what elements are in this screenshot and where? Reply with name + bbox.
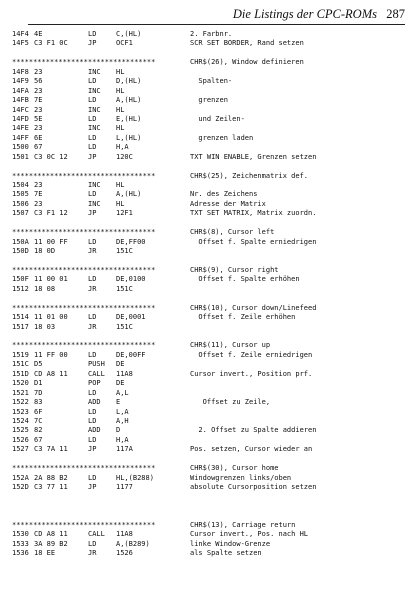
section-title: CHR$(25), Zeichenmatrix def. (190, 171, 309, 180)
opcode-bytes: 82 (34, 426, 43, 435)
operand: 11A8 (116, 530, 133, 539)
operand: H,A (116, 435, 129, 444)
code-line (12, 39, 412, 48)
separator-stars: ********************************** (12, 58, 156, 67)
code-line (12, 181, 412, 190)
address: 1506 (12, 199, 29, 208)
mnemonic: INC (88, 199, 101, 208)
address: 1504 (12, 181, 29, 189)
code-line (12, 115, 412, 124)
code-line (12, 323, 412, 332)
mnemonic: LD (88, 30, 97, 38)
opcode-bytes: 23 (34, 105, 43, 114)
code-line (12, 200, 412, 209)
code-line (12, 530, 412, 539)
mnemonic: ADD (88, 426, 101, 435)
address: 1533 (12, 539, 29, 548)
operand: A,H (116, 416, 129, 425)
section-title: CHR$(26), Window definieren (190, 58, 304, 67)
mnemonic: LD (88, 407, 97, 416)
section-header-line (12, 341, 412, 350)
section-header-line (12, 58, 412, 67)
operand: D (116, 426, 121, 435)
address: 1517 (12, 322, 29, 331)
operand: A,(B289) (116, 539, 150, 548)
code-line (12, 247, 412, 256)
address: 1524 (12, 416, 29, 425)
mnemonic: LD (88, 190, 97, 199)
comment: Offset zu Zeile, (190, 398, 271, 407)
mnemonic: JR (88, 247, 97, 256)
section-title: CHR$(10), Cursor down/Linefeed (190, 303, 317, 312)
operand: E,(HL) (116, 114, 142, 123)
blank-line (12, 511, 412, 520)
address: 150D (12, 247, 29, 256)
comment: 2. Farbnr. (190, 30, 233, 38)
opcode-bytes: D1 (34, 379, 43, 388)
mnemonic: LD (88, 416, 97, 425)
address: 152D (12, 483, 29, 491)
opcode-bytes: 2A 88 B2 (34, 473, 68, 482)
comment: Offset f. Spalte erhöhen (190, 275, 300, 284)
operand: 151C (116, 322, 133, 331)
opcode-bytes: 23 (34, 67, 43, 76)
comment: grenzen (190, 96, 228, 105)
comment: Windowgrenzen links/oben (190, 473, 292, 482)
section-title: CHR$(11), Cursor up (190, 341, 271, 350)
blank-line (12, 502, 412, 511)
address: 150F (12, 275, 29, 284)
operand: DE,FF00 (116, 237, 146, 246)
assembly-listing (12, 30, 412, 559)
section-title: CHR$(8), Cursor left (190, 228, 275, 237)
separator-stars: ********************************** (12, 265, 156, 274)
operand: DE,0100 (116, 275, 146, 284)
mnemonic: LD (88, 313, 97, 322)
opcode-bytes: D5 (34, 360, 43, 369)
separator-stars: ********************************** (12, 341, 156, 350)
comment: Adresse der Matrix (190, 199, 266, 208)
code-line (12, 417, 412, 426)
operand: C,(HL) (116, 30, 142, 38)
address: 1514 (12, 313, 29, 322)
code-line (12, 351, 412, 360)
comment: grenzen laden (190, 133, 254, 142)
section-header-line (12, 521, 412, 530)
running-title: Die Listings der CPC-ROMs (232, 7, 377, 21)
address: 1527 (12, 445, 29, 454)
opcode-bytes: 56 (34, 77, 43, 86)
operand: HL (116, 86, 125, 95)
comment: absolute Cursorposition setzen (190, 483, 317, 491)
opcode-bytes: 11 00 01 (34, 275, 68, 284)
operand: 151C (116, 284, 133, 293)
address: 1519 (12, 350, 29, 359)
opcode-bytes: 83 (34, 398, 43, 407)
opcode-bytes: 6E (34, 133, 43, 142)
section-header-line (12, 172, 412, 181)
section-header-line (12, 464, 412, 473)
page-header (28, 4, 405, 25)
opcode-bytes: 6F (34, 407, 43, 416)
address: 14FF (12, 133, 29, 142)
opcode-bytes: C3 77 11 (34, 483, 68, 491)
opcode-bytes: C3 0C 12 (34, 152, 68, 161)
operand: 11A8 (116, 369, 133, 378)
operand: DE,00FF (116, 350, 146, 359)
opcode-bytes: 7D (34, 388, 43, 397)
operand: HL (116, 181, 125, 189)
section-header-line (12, 228, 412, 237)
code-line (12, 408, 412, 417)
comment: Cursor invert., Position prf. (190, 369, 313, 378)
comment: Cursor invert., Pos. nach HL (190, 530, 309, 539)
opcode-bytes: 11 00 FF (34, 237, 68, 246)
mnemonic: LD (88, 77, 97, 86)
mnemonic: LD (88, 539, 97, 548)
mnemonic: LD (88, 275, 97, 284)
operand: D,(HL) (116, 77, 142, 86)
code-line (12, 96, 412, 105)
operand: 1177 (116, 483, 133, 491)
comment: Spalten- (190, 77, 233, 86)
mnemonic: LD (88, 133, 97, 142)
code-line (12, 77, 412, 86)
address: 1512 (12, 284, 29, 293)
code-line (12, 549, 412, 558)
section-title: CHR$(13), Carriage return (190, 520, 296, 529)
opcode-bytes: 7E (34, 96, 43, 105)
separator-stars: ********************************** (12, 303, 156, 312)
code-line (12, 275, 412, 284)
operand: 1526 (116, 549, 133, 558)
comment: TXT SET MATRIX, Matrix zuordn. (190, 209, 317, 218)
operand: 120C (116, 152, 133, 161)
address: 1522 (12, 398, 29, 407)
opcode-bytes: 11 FF 00 (34, 350, 68, 359)
code-line (12, 426, 412, 435)
comment: Offset f. Spalte erniedrigen (190, 237, 317, 246)
operand: HL (116, 67, 125, 76)
mnemonic: INC (88, 181, 101, 189)
operand: L,A (116, 407, 129, 416)
mnemonic: INC (88, 124, 101, 133)
code-line (12, 87, 412, 96)
operand: HL (116, 199, 125, 208)
operand: 151C (116, 247, 133, 256)
code-line (12, 134, 412, 143)
code-line (12, 389, 412, 398)
mnemonic: LD (88, 350, 97, 359)
separator-stars: ********************************** (12, 520, 156, 529)
blank-line (12, 294, 412, 303)
blank-line (12, 162, 412, 171)
blank-line (12, 332, 412, 341)
opcode-bytes: CD A8 11 (34, 530, 68, 539)
address: 1507 (12, 209, 29, 218)
operand: DE (116, 379, 125, 388)
address: 1536 (12, 549, 29, 558)
section-title: CHR$(30), Cursor home (190, 464, 279, 473)
mnemonic: LD (88, 388, 97, 397)
mnemonic: LD (88, 435, 97, 444)
opcode-bytes: 5E (34, 114, 43, 123)
mnemonic: LD (88, 237, 97, 246)
mnemonic: INC (88, 67, 101, 76)
address: 1526 (12, 435, 29, 444)
code-line (12, 190, 412, 199)
address: 1525 (12, 426, 29, 435)
code-line (12, 30, 412, 39)
mnemonic: INC (88, 105, 101, 114)
address: 1523 (12, 407, 29, 416)
code-line (12, 483, 412, 492)
address: 14FC (12, 105, 29, 114)
comment: als Spalte setzen (190, 549, 262, 558)
code-line (12, 540, 412, 549)
operand: A,L (116, 388, 129, 397)
comment: Pos. setzen, Cursor wieder an (190, 445, 313, 454)
code-line (12, 285, 412, 294)
code-line (12, 436, 412, 445)
mnemonic: JP (88, 483, 97, 491)
mnemonic: JP (88, 209, 97, 218)
comment: SCR SET BORDER, Rand setzen (190, 39, 304, 48)
code-line (12, 238, 412, 247)
comment: 2. Offset zu Spalte addieren (190, 426, 317, 435)
operand: 117A (116, 445, 133, 454)
comment: und Zeilen- (190, 114, 245, 123)
mnemonic: LD (88, 96, 97, 105)
blank-line (12, 455, 412, 464)
opcode-bytes: 11 01 00 (34, 313, 68, 322)
opcode-bytes: 67 (34, 143, 43, 152)
opcode-bytes: 18 08 (34, 284, 56, 293)
separator-stars: ********************************** (12, 171, 156, 180)
opcode-bytes: 18 03 (34, 322, 56, 331)
comment: TXT WIN ENABLE, Grenzen setzen (190, 152, 317, 161)
operand: H,A (116, 143, 129, 152)
operand: L,(HL) (116, 133, 142, 142)
code-line (12, 379, 412, 388)
address: 14FA (12, 86, 29, 95)
address: 151C (12, 360, 29, 369)
opcode-bytes: 23 (34, 199, 43, 208)
operand: HL (116, 124, 125, 133)
mnemonic: JR (88, 549, 97, 558)
opcode-bytes: 7E (34, 190, 43, 199)
opcode-bytes: C3 7A 11 (34, 445, 68, 454)
address: 14FD (12, 114, 29, 123)
mnemonic: LD (88, 143, 97, 152)
opcode-bytes: 23 (34, 181, 43, 189)
opcode-bytes: 23 (34, 86, 43, 95)
mnemonic: LD (88, 473, 97, 482)
address: 14F9 (12, 77, 29, 86)
mnemonic: CALL (88, 530, 105, 539)
opcode-bytes: 4E (34, 30, 43, 38)
mnemonic: PUSH (88, 360, 105, 369)
opcode-bytes: 18 0D (34, 247, 56, 256)
separator-stars: ********************************** (12, 228, 156, 237)
section-header-line (12, 266, 412, 275)
operand: HL,(B288) (116, 473, 154, 482)
code-line (12, 68, 412, 77)
address: 151D (12, 369, 29, 378)
section-title: CHR$(9), Cursor right (190, 265, 279, 274)
code-line (12, 143, 412, 152)
code-line (12, 370, 412, 379)
opcode-bytes: C3 F1 0C (34, 39, 68, 48)
comment: Offset f. Zeile erhöhen (190, 313, 296, 322)
mnemonic: LD (88, 114, 97, 123)
code-line (12, 474, 412, 483)
code-line (12, 106, 412, 115)
blank-line (12, 492, 412, 501)
comment: Offset f. Zeile erniedrigen (190, 350, 313, 359)
mnemonic: POP (88, 379, 101, 388)
address: 1501 (12, 152, 29, 161)
address: 1505 (12, 190, 29, 199)
comment: linke Window-Grenze (190, 539, 271, 548)
code-line (12, 209, 412, 218)
opcode-bytes: C3 F1 12 (34, 209, 68, 218)
comment: Nr. des Zeichens (190, 190, 258, 199)
code-line (12, 124, 412, 133)
mnemonic: JR (88, 322, 97, 331)
mnemonic: ADD (88, 398, 101, 407)
opcode-bytes: 23 (34, 124, 43, 133)
mnemonic: CALL (88, 369, 105, 378)
operand: OCF1 (116, 39, 133, 48)
blank-line (12, 49, 412, 58)
code-line (12, 313, 412, 322)
code-line (12, 153, 412, 162)
code-line (12, 398, 412, 407)
opcode-bytes: CD A8 11 (34, 369, 68, 378)
address: 1520 (12, 379, 29, 388)
address: 14F5 (12, 39, 29, 48)
operand: A,(HL) (116, 190, 142, 199)
address: 1521 (12, 388, 29, 397)
section-header-line (12, 304, 412, 313)
address: 1500 (12, 143, 29, 152)
separator-stars: ********************************** (12, 464, 156, 473)
address: 14FB (12, 96, 29, 105)
operand: DE,0001 (116, 313, 146, 322)
address: 1530 (12, 530, 29, 539)
opcode-bytes: 7C (34, 416, 43, 425)
opcode-bytes: 3A 89 B2 (34, 539, 68, 548)
mnemonic: JP (88, 39, 97, 48)
opcode-bytes: 18 EE (34, 549, 56, 558)
code-line (12, 445, 412, 454)
code-line (12, 360, 412, 369)
operand: DE (116, 360, 125, 369)
address: 14F8 (12, 67, 29, 76)
address: 152A (12, 473, 29, 482)
blank-line (12, 219, 412, 228)
operand: 12F1 (116, 209, 133, 218)
mnemonic: JP (88, 445, 97, 454)
operand: HL (116, 105, 125, 114)
blank-line (12, 257, 412, 266)
operand: A,(HL) (116, 96, 142, 105)
address: 14FE (12, 124, 29, 133)
mnemonic: INC (88, 86, 101, 95)
mnemonic: JP (88, 152, 97, 161)
address: 14F4 (12, 30, 29, 38)
mnemonic: JR (88, 284, 97, 293)
address: 150A (12, 237, 29, 246)
operand: E (116, 398, 121, 407)
opcode-bytes: 67 (34, 435, 43, 444)
page-number: 287 (386, 7, 405, 21)
